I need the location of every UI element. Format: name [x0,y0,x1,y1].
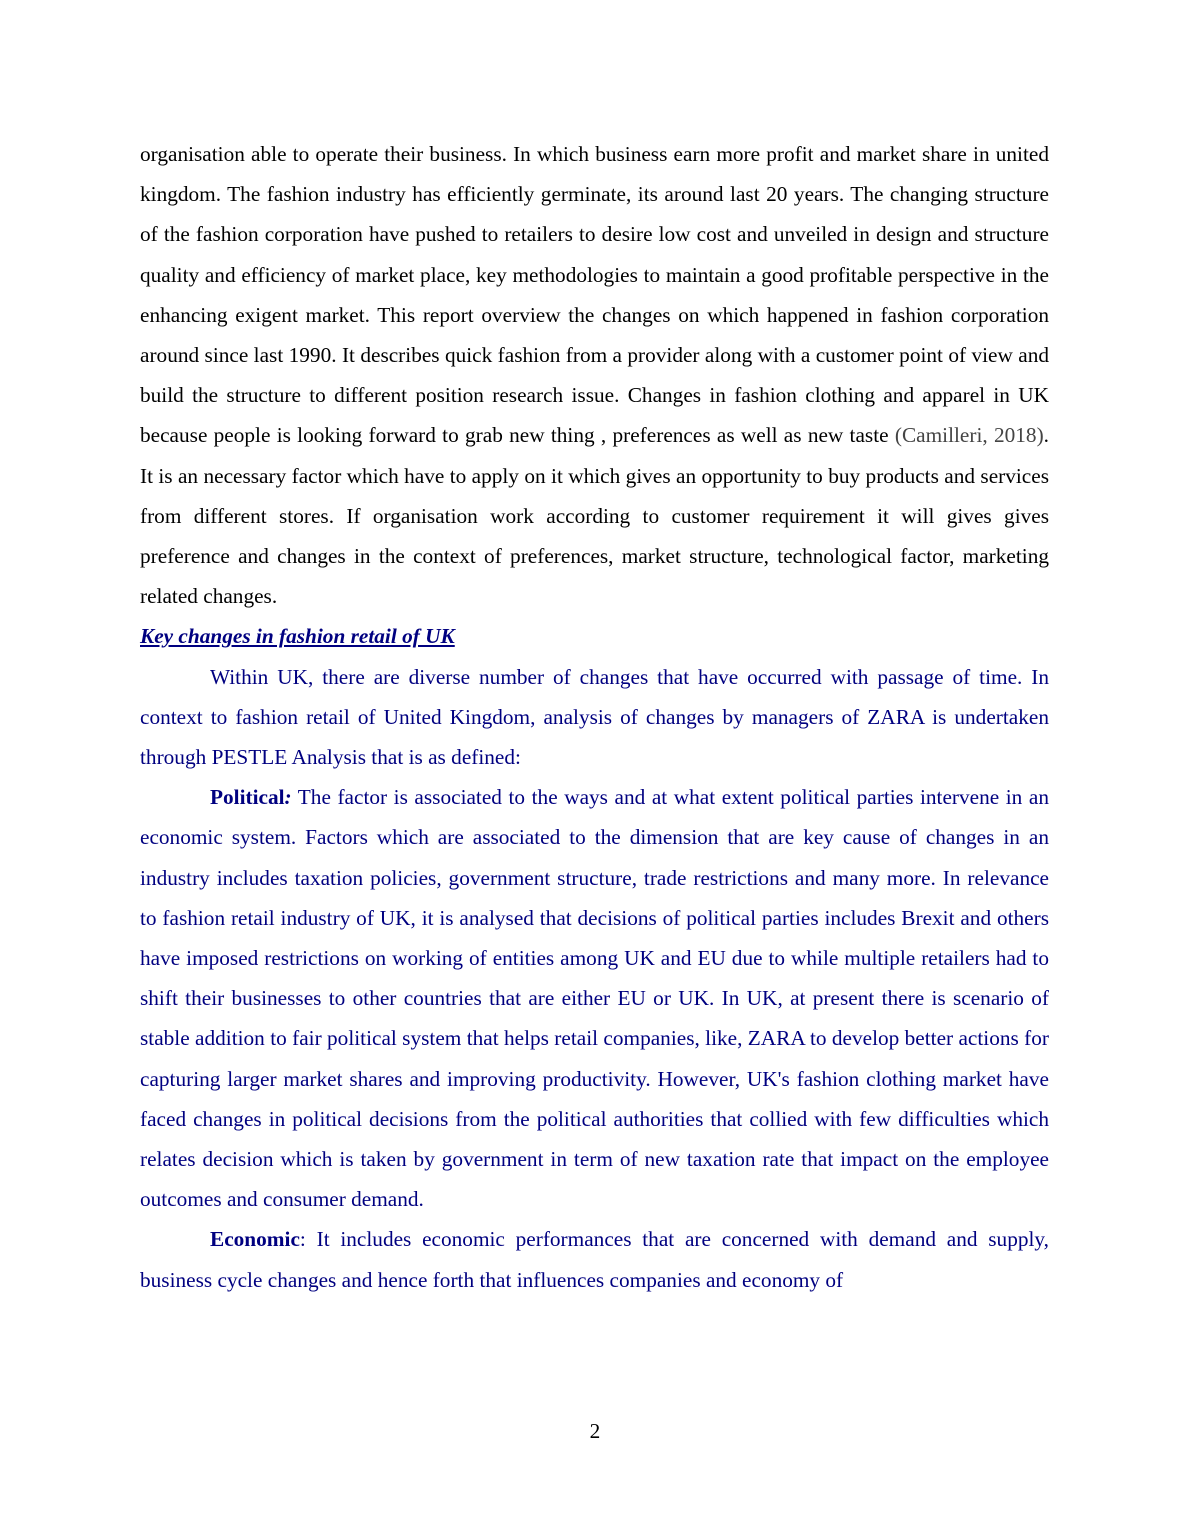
intro-text-after-citation: . It is an necessary factor which have to apply on it which gives an opportunity to buy products and services from different stores. If organisation work according to customer requirement it will gives gives preference and changes in the context of preferences, market structure, technological factor, marketing related changes. [140,423,1049,609]
intro-text-before-citation: organisation able to operate their business. In which business earn more profit and market share in united kingdom. The fashion industry has efficiently germinate, its around last 20 years. The changing structure of the fashion corporation have pushed to retailers to desire low cost and unveiled in design and structure quality and efficiency of market place, key methodologies to maintain a good profitable perspective in the enhancing exigent market. This report overview the changes on which happened in fashion corporation around since last 1990. It describes quick fashion from a provider along with a customer point of view and build the structure to different position research issue. Changes in fashion clothing and apparel in UK because people is looking forward to grab new thing , preferences as well as new taste [140,142,1049,448]
political-separator: : [284,785,292,810]
page-number: 2 [589,1419,601,1443]
economic-text: It includes economic performances that are concerned with demand and supply, business cycle changes and hence forth that influences companies and economy of [140,1227,1049,1292]
section-heading: Key changes in fashion retail of UK [140,624,455,649]
economic-term: Economic [210,1227,300,1252]
citation: (Camilleri, 2018) [894,423,1044,448]
intro-paragraph [140,134,1049,616]
political-text: The factor is associated to the ways and at what extent political parties intervene in an economic system. Factors which are associated to the dimension that are key cause of changes in an industry includes taxation policies, government structure, trade restrictions and many more. In relevance to fashion retail industry of UK, it is analysed that decisions of political parties includes Brexit and others have imposed restrictions on working of entities among UK and EU due to while multiple retailers had to shift their businesses to other countries that are either EU or UK. In UK, at present there is scenario of stable addition to fair political system that helps retail companies, like, ZARA to develop better actions for capturing larger market shares and improving productivity. However, UK's fashion clothing market have faced changes in political decisions from the political authorities that collied with few difficulties which relates decision which is taken by government in term of new taxation rate that impact on the employee outcomes and consumer demand. [140,785,1049,1212]
section-intro-paragraph: Within UK, there are diverse number of changes that have occurred with passage of time. In context to fashion retail of United Kingdom, analysis of changes by managers of ZARA is undertaken through PESTLE Analysis that is as defined: [140,664,1049,770]
economic-separator: : [299,1227,306,1252]
page-body [140,134,1049,1300]
political-paragraph [140,777,1049,1219]
political-term: Political [210,785,285,810]
economic-paragraph [140,1219,1049,1299]
